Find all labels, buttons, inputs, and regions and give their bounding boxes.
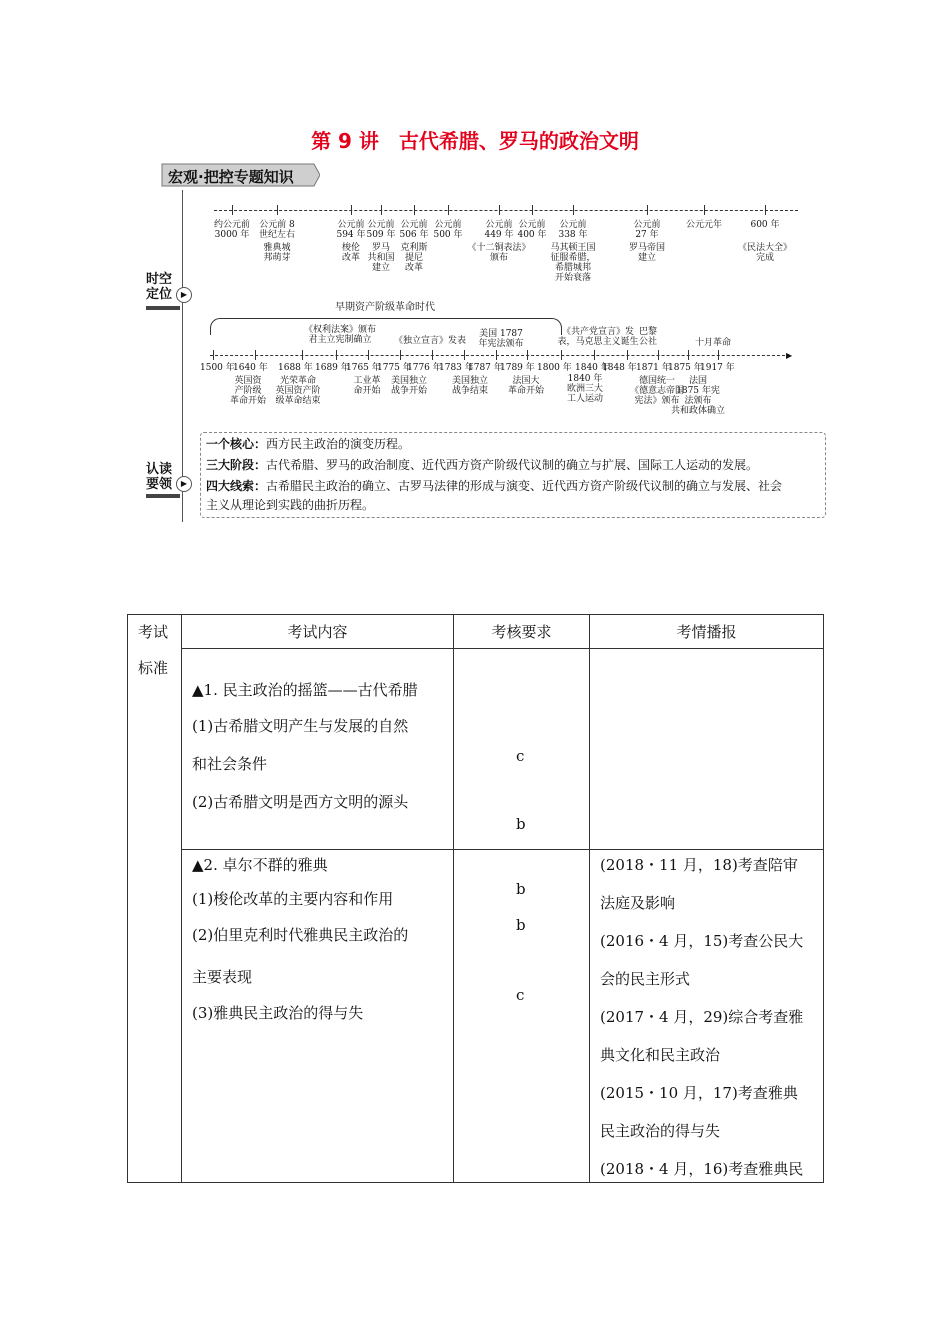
timeline-date: 1875 年 <box>668 363 703 373</box>
timeline-date: 公元前 594 年 <box>336 220 366 240</box>
page-title: 第 9 讲 古代希腊、罗马的政治文明 <box>311 129 639 153</box>
timeline-event: 美国独立 战争开始 <box>390 376 428 396</box>
timeline-axis <box>210 355 790 356</box>
timeline-date: 公元前 500 年 <box>433 220 463 240</box>
timeline-date: 1689 年 <box>315 363 350 373</box>
timeline-tick <box>255 350 256 360</box>
timeline-date: 1500 年 <box>200 363 235 373</box>
timeline-tick <box>400 350 401 360</box>
header-content: 考试内容 <box>182 615 454 649</box>
timeline-tick <box>448 205 449 215</box>
timeline-tick <box>765 205 766 215</box>
timeline-tick <box>658 350 659 360</box>
timeline-tick <box>414 205 415 215</box>
timeline-event: 美国独立 战争结束 <box>451 376 489 396</box>
content-cell: ▲1. 民主政治的摇篮——古代希腊 (1)古希腊文明产生与发展的自然 和社会条件 (2)古希腊文明是西方文明的源头 <box>182 649 454 850</box>
timeline-tick <box>368 350 369 360</box>
timeline-date: 公元前 8 世纪左右 <box>258 220 296 240</box>
timeline-event: 《权利法案》颁布 君主立宪制确立 <box>303 325 377 345</box>
timeline-event: 工业革 命开始 <box>353 376 381 396</box>
timeline-tick <box>496 350 497 360</box>
banner-label: 宏观·把控专题知识 <box>168 168 294 186</box>
timeline-date: 600 年 <box>750 220 780 230</box>
requirement-cell: c b <box>454 649 590 850</box>
timeline-tick <box>277 205 278 215</box>
timeline-event: 巴黎 公社 <box>638 327 658 347</box>
timeline-date: 1848 年 <box>602 363 637 373</box>
header-report: 考情播报 <box>590 615 824 649</box>
timeline-date: 1776 年 <box>407 363 442 373</box>
requirement-cell: b b c <box>454 850 590 1183</box>
timeline-tick <box>532 205 533 215</box>
timeline-tick <box>464 350 465 360</box>
timeline-tick <box>561 350 562 360</box>
timeline-date: 1775 年 <box>377 363 412 373</box>
label-underline <box>146 494 180 498</box>
exam-standards-table <box>127 614 824 1183</box>
timeline-event: 光荣革命 英国资产阶 级革命结束 <box>275 376 321 406</box>
era-label: 早期资产阶级革命时代 <box>335 302 435 313</box>
timeline-event: 罗马 共和国 建立 <box>367 243 395 273</box>
timeline-event: 法国大 革命开始 <box>507 376 545 396</box>
table-row <box>128 649 824 850</box>
reading-section-label: 认读 要领 <box>146 462 173 492</box>
timeline-date: 1917 年 <box>700 363 735 373</box>
timeline-event: 《共产党宣言》发 表，马克思主义诞生 <box>557 327 639 347</box>
timeline-event: 美国 1787 年宪法颁布 <box>478 329 524 349</box>
timeline-event: 梭伦 改革 <box>341 243 361 263</box>
standard-column: 考试 标准 <box>128 615 182 1183</box>
timeline-event: 马其顿王国 征服希腊， 希腊城邦 开始衰落 <box>550 243 596 283</box>
timeline-event: 法国 1875 年宪 法颁布 共和政体确立 <box>670 376 726 416</box>
arrow-right-icon: ▶ <box>176 287 192 303</box>
timeline-event: 《民法大全》 完成 <box>737 243 793 263</box>
timeline-tick <box>627 350 628 360</box>
timeline-event: 1840 年 欧洲三大 工人运动 <box>566 374 604 404</box>
report-cell: (2018・11 月，18)考查陪审 法庭及影响 (2016・4 月，15)考查公民大 会的民主形式 (2017・4 月，29)综合考查雅 典文化和民主政治 (2015・10 月，17)考查雅典 民主政治的得与失 (2018・4 月，16)考查雅典民 <box>590 850 824 1183</box>
timeline-date: 公元前 506 年 <box>399 220 429 240</box>
timeline-tick <box>336 350 337 360</box>
timeline-tick <box>351 205 352 215</box>
timeline-event: 十月革命 <box>694 338 732 348</box>
timeline-date: 1800 年 <box>537 363 572 373</box>
timeline-tick <box>499 205 500 215</box>
stages-point: 三大阶段：古代希腊、罗马的政治制度、近代西方资产阶级代议制的确立与扩展、国际工人运动的发展。 <box>206 458 759 472</box>
timeline-section-label: 时空 定位 <box>146 272 173 302</box>
timeline-event: 雅典城 邦萌芽 <box>263 243 291 263</box>
timeline-date: 1871 年 <box>636 363 671 373</box>
label-underline <box>146 306 180 310</box>
timeline-date: 1789 年 <box>500 363 535 373</box>
timeline-date: 1840 年 <box>575 363 610 373</box>
arrow-right-icon: ▶ <box>176 476 192 492</box>
timeline-event: 《独立宣言》发表 <box>393 336 467 346</box>
timeline-tick <box>432 350 433 360</box>
timeline-tick <box>381 205 382 215</box>
timeline-tick <box>232 205 233 215</box>
timeline-event: 《十二铜表法》 颁布 <box>467 243 531 263</box>
timeline-tick <box>213 350 214 360</box>
table-row <box>128 850 824 1183</box>
header-requirement: 考核要求 <box>454 615 590 649</box>
timeline-date: 公元前 27 年 <box>633 220 661 240</box>
timeline-date: 1688 年 <box>278 363 313 373</box>
timeline-event: 德国统一 《德意志帝国 宪法》颁布 <box>629 376 685 406</box>
timeline-date: 公元前 338 年 <box>558 220 588 240</box>
core-point: 一个核心：西方民主政治的演变历程。 <box>206 437 411 451</box>
timeline-tick <box>647 205 648 215</box>
timeline-tick <box>527 350 528 360</box>
timeline-tick <box>688 350 689 360</box>
timeline-tick <box>718 350 719 360</box>
timeline-tick <box>704 205 705 215</box>
timeline-date: 1783 年 <box>439 363 474 373</box>
timeline-date: 约公元前 3000 年 <box>213 220 251 240</box>
content-cell: ▲2. 卓尔不群的雅典 (1)梭伦改革的主要内容和作用 (2)伯里克利时代雅典民主政治的 主要表现 (3)雅典民主政治的得与失 <box>182 850 454 1183</box>
lines-point: 四大线索：古希腊民主政治的确立、古罗马法律的形成与演变、近代西方资产阶级代议制的确立与发展、社会 <box>206 479 783 493</box>
timeline-date: 1640 年 <box>233 363 268 373</box>
report-cell <box>590 649 824 850</box>
timeline-event: 克利斯 提尼 改革 <box>400 243 428 273</box>
timeline-tick <box>594 350 595 360</box>
timeline-date: 公元前 449 年 <box>484 220 514 240</box>
timeline-date: 公元元年 <box>685 220 723 230</box>
timeline-tick <box>573 205 574 215</box>
side-divider <box>182 190 183 522</box>
timeline-date: 公元前 400 年 <box>517 220 547 240</box>
lines-point-cont: 主义从理论到实践的曲折历程。 <box>206 498 375 512</box>
timeline-event: 罗马帝国 建立 <box>628 243 666 263</box>
timeline-event: 英国资 产阶级 革命开始 <box>229 376 267 406</box>
timeline-date: 公元前 509 年 <box>366 220 396 240</box>
axis-arrow-icon: ▶ <box>786 351 793 360</box>
timeline-tick <box>302 350 303 360</box>
timeline-date: 1787 年 <box>468 363 503 373</box>
timeline-axis <box>214 210 798 211</box>
timeline-date: 1765 年 <box>346 363 381 373</box>
